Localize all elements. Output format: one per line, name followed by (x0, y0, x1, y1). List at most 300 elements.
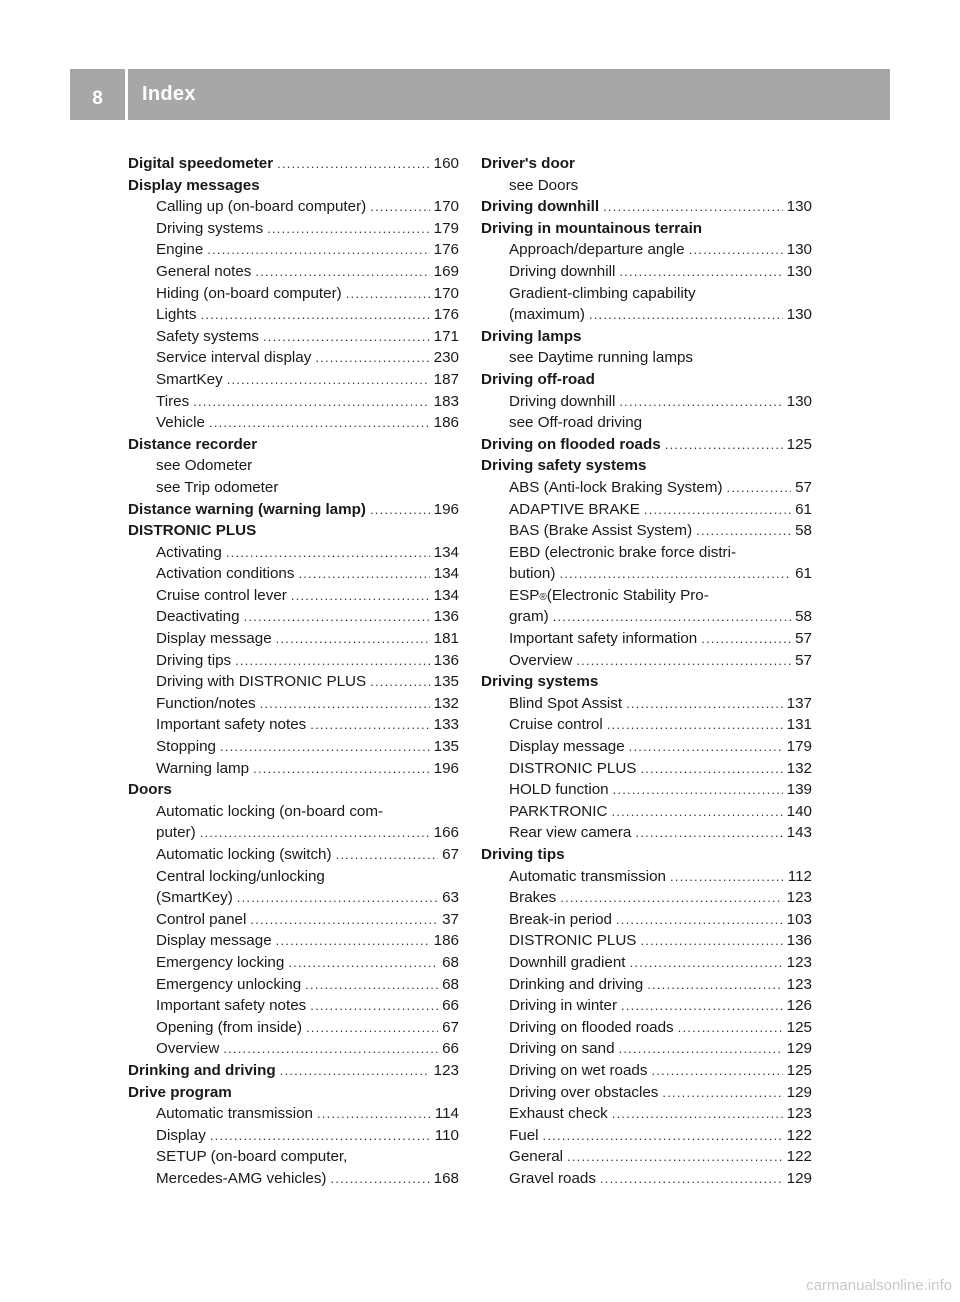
index-subentry (481, 758, 812, 780)
dot-leader (630, 952, 783, 974)
index-subentry (128, 542, 459, 564)
page-reference[interactable]: 58 (795, 522, 812, 540)
entry-label: Overview (509, 651, 573, 669)
entry-label: Safety systems (156, 327, 259, 345)
dot-leader (689, 239, 783, 261)
entry-label: Activating (156, 543, 222, 561)
dot-leader (589, 304, 783, 326)
dot-leader (644, 499, 791, 521)
index-column-right (481, 153, 812, 1190)
index-subentry (481, 909, 812, 931)
index-subentry (128, 801, 459, 823)
entry-label: PARKTRONIC (509, 802, 608, 820)
entry-label: EBD (electronic brake force distri- (509, 543, 737, 561)
entry-label: Drinking and driving (128, 1061, 276, 1079)
index-subentry (481, 693, 812, 715)
page-reference[interactable]: 125 (786, 1061, 812, 1079)
entry-label: Important safety notes (156, 716, 307, 734)
entry-label: bution) (509, 565, 556, 583)
index-subentry (128, 1168, 459, 1190)
index-subentry (128, 758, 459, 780)
index-subentry (481, 391, 812, 413)
page-reference[interactable]: 136 (433, 651, 459, 669)
dot-leader (553, 606, 791, 628)
dot-leader (567, 1146, 783, 1168)
index-subentry (481, 477, 812, 499)
entry-label: Driving off-road (481, 370, 595, 388)
dot-leader (616, 909, 783, 931)
entry-label: Display message (509, 738, 625, 756)
entry-label: Tires (156, 392, 190, 410)
entry-label: SETUP (on-board computer, (156, 1148, 348, 1166)
dot-leader (576, 650, 791, 672)
index-subentry (128, 196, 459, 218)
index-subentry (481, 1146, 812, 1168)
page-reference[interactable]: 67 (442, 1018, 459, 1036)
dot-leader (619, 261, 782, 283)
page-reference[interactable]: 125 (786, 435, 812, 453)
entry-label: Downhill gradient (509, 953, 626, 971)
index-subentry (481, 779, 812, 801)
index-subentry (481, 930, 812, 952)
dot-leader (317, 1103, 431, 1125)
dot-leader (346, 283, 430, 305)
entry-label: Warning lamp (156, 759, 250, 777)
page-reference[interactable]: 112 (787, 867, 812, 885)
dot-leader (336, 844, 439, 866)
page-reference[interactable]: 230 (433, 349, 459, 367)
dot-leader (611, 801, 782, 823)
page-reference[interactable]: 170 (433, 198, 459, 216)
index-heading (128, 434, 459, 456)
page-reference[interactable]: 166 (433, 824, 459, 842)
entry-label: Driving on wet roads (509, 1061, 648, 1079)
index-subentry (481, 1017, 812, 1039)
index-subentry (128, 1146, 459, 1168)
index-subentry (481, 736, 812, 758)
page-reference[interactable]: 61 (795, 500, 812, 518)
entry-label: HOLD function (509, 781, 609, 799)
entry-label: Drive program (128, 1083, 232, 1101)
entry-label: ESP (509, 586, 540, 604)
index-subentry (128, 1103, 459, 1125)
index-subentry (128, 326, 459, 348)
index-heading (128, 175, 459, 197)
dot-leader (310, 995, 438, 1017)
page-reference[interactable]: 171 (433, 327, 459, 345)
index-heading (481, 455, 812, 477)
page-reference[interactable]: 130 (786, 306, 812, 324)
entry-label: Approach/departure angle (509, 241, 685, 259)
page-reference[interactable]: 57 (795, 630, 812, 648)
index-subentry (128, 218, 459, 240)
page-reference[interactable]: 130 (786, 241, 812, 259)
dot-leader (621, 995, 783, 1017)
entry-label: General notes (156, 262, 252, 280)
entry-label: Digital speedometer (128, 155, 274, 172)
page-reference[interactable]: 103 (786, 910, 812, 928)
dot-leader (310, 714, 429, 736)
entry-label: BAS (Brake Assist System) (509, 522, 693, 540)
page-reference[interactable]: 130 (786, 392, 812, 410)
page-reference[interactable]: 130 (786, 262, 812, 280)
index-subentry (481, 542, 812, 564)
entry-label: puter) (156, 824, 196, 842)
page-reference[interactable]: 176 (433, 306, 459, 324)
dot-leader (560, 887, 782, 909)
entry-label: Drinking and driving (509, 975, 644, 993)
entry-label: (maximum) (509, 306, 585, 324)
page-reference[interactable]: 186 (433, 932, 459, 950)
page-reference[interactable]: 129 (786, 1169, 812, 1187)
index-column-left (128, 153, 459, 1190)
entry-label: Driving lamps (481, 327, 582, 345)
page-reference[interactable]: 170 (433, 284, 459, 302)
page-reference[interactable]: 66 (442, 997, 459, 1015)
entry-label: Rear view camera (509, 824, 632, 842)
page-reference[interactable]: 122 (786, 1148, 812, 1166)
index-heading (481, 196, 812, 218)
entry-label: Display message (156, 630, 272, 648)
entry-label: Display messages (128, 176, 260, 194)
page-reference[interactable]: 58 (795, 608, 812, 626)
index-subentry (128, 412, 459, 434)
page-reference[interactable]: 196 (433, 500, 459, 518)
page-reference[interactable]: 131 (786, 716, 812, 734)
entry-label: Brakes (509, 889, 557, 907)
page-reference[interactable]: 123 (433, 1061, 459, 1079)
page-reference[interactable]: 57 (795, 651, 812, 669)
dot-leader (727, 477, 792, 499)
dot-leader (613, 779, 783, 801)
entry-label: Hiding (on-board computer) (156, 284, 342, 302)
index-heading (481, 326, 812, 348)
page-reference[interactable]: 134 (433, 586, 459, 604)
dot-leader (280, 1060, 430, 1082)
index-subentry (128, 304, 459, 326)
entry-label: Driving in winter (509, 997, 618, 1015)
dot-leader (298, 563, 429, 585)
index-heading (128, 1082, 459, 1104)
dot-leader (193, 391, 429, 413)
entry-label: Important safety notes (156, 997, 307, 1015)
entry-label: Deactivating (156, 608, 240, 626)
entry-label: DISTRONIC PLUS (509, 932, 637, 950)
entry-label: Exhaust check (509, 1105, 608, 1123)
index-subentry (481, 628, 812, 650)
index-subentry (128, 261, 459, 283)
page-reference[interactable]: 179 (433, 219, 459, 237)
dot-leader (665, 434, 783, 456)
page-reference[interactable]: 181 (433, 630, 459, 648)
page-reference[interactable]: 134 (433, 543, 459, 561)
index-subentry (481, 1168, 812, 1190)
page-reference[interactable]: 123 (786, 975, 812, 993)
dot-leader (255, 261, 429, 283)
index-heading (481, 434, 812, 456)
page-reference[interactable]: 140 (786, 802, 812, 820)
entry-label: Driving safety systems (481, 457, 647, 475)
index-subentry (128, 887, 459, 909)
index-subentry (128, 693, 459, 715)
index-subentry (481, 1125, 812, 1147)
page-reference[interactable]: 110 (434, 1126, 459, 1144)
page-reference[interactable]: 129 (786, 1040, 812, 1058)
dot-leader (696, 520, 791, 542)
index-subentry (128, 585, 459, 607)
index-subentry (481, 714, 812, 736)
page-reference[interactable]: 179 (786, 738, 812, 756)
page-reference[interactable]: 135 (433, 673, 459, 691)
page-reference[interactable]: 134 (433, 565, 459, 583)
entry-label: Emergency locking (156, 953, 285, 971)
index-subentry (128, 1038, 459, 1060)
page-reference[interactable]: 123 (786, 889, 812, 907)
entry-label: (SmartKey) (156, 889, 233, 907)
index-subentry (481, 1060, 812, 1082)
index-subentry (128, 347, 459, 369)
page-reference[interactable]: 137 (786, 694, 812, 712)
dot-leader (635, 822, 782, 844)
entry-label: Automatic transmission (509, 867, 666, 885)
entry-label: General (509, 1148, 564, 1166)
dot-leader (678, 1017, 783, 1039)
entry-label: Calling up (on-board computer) (156, 198, 367, 216)
entry-label: Driving systems (481, 673, 599, 691)
dot-leader (370, 196, 429, 218)
page-reference[interactable]: 126 (786, 997, 812, 1015)
index-subentry (128, 628, 459, 650)
dot-leader (600, 1168, 783, 1190)
index-subentry (128, 995, 459, 1017)
index-subentry (128, 391, 459, 413)
dot-leader (670, 866, 784, 888)
index-subentry (481, 866, 812, 888)
page-reference[interactable]: 139 (786, 781, 812, 799)
page-reference[interactable]: 183 (433, 392, 459, 410)
page-reference[interactable]: 125 (786, 1018, 812, 1036)
entry-label: Driving over obstacles (509, 1083, 659, 1101)
entry-label: Overview (156, 1040, 220, 1058)
entry-label: Distance warning (warning lamp) (128, 500, 366, 518)
watermark: carmanualsonline.info (806, 1277, 952, 1294)
index-heading (481, 369, 812, 391)
entry-label: Display (156, 1126, 206, 1144)
dot-leader (237, 887, 438, 909)
dot-leader (612, 1103, 783, 1125)
entry-label: Automatic locking (switch) (156, 846, 332, 863)
dot-leader (629, 736, 783, 758)
entry-label: ADAPTIVE BRAKE (509, 500, 640, 518)
dot-leader (277, 153, 429, 175)
entry-label: see Off-road driving (509, 414, 643, 432)
entry-label: Function/notes (156, 694, 256, 712)
entry-label: ABS (Anti-lock Braking System) (509, 478, 723, 496)
entry-label: Cruise control (509, 716, 603, 734)
entry-label: Vehicle (156, 414, 205, 432)
index-subentry (481, 1103, 812, 1125)
page-reference[interactable]: 132 (433, 694, 459, 712)
entry-label: Driver's door (481, 155, 575, 172)
index-subentry (128, 283, 459, 305)
index-subentry (128, 606, 459, 628)
entry-label: Driving systems (156, 219, 264, 237)
page-reference[interactable]: 132 (786, 759, 812, 777)
index-subentry (481, 995, 812, 1017)
entry-label: Fuel (509, 1126, 539, 1144)
dot-leader (220, 736, 430, 758)
page-reference[interactable]: 160 (433, 155, 459, 172)
page-reference[interactable]: 196 (433, 759, 459, 777)
index-subentry (128, 563, 459, 585)
entry-label: DISTRONIC PLUS (128, 522, 257, 540)
dot-leader (201, 304, 430, 326)
index-subentry (481, 952, 812, 974)
page-reference[interactable]: 37 (442, 910, 459, 928)
entry-label: Driving with DISTRONIC PLUS (156, 673, 367, 691)
dot-leader (291, 585, 430, 607)
index-subentry (481, 347, 812, 369)
dot-leader (209, 412, 430, 434)
dot-leader (701, 628, 791, 650)
index-subentry (128, 822, 459, 844)
entry-label: Gradient-climbing capability (509, 284, 696, 302)
page-reference[interactable]: 61 (795, 565, 812, 583)
entry-label: Break-in period (509, 910, 612, 928)
page-reference[interactable]: 143 (786, 824, 812, 842)
entry-label: Control panel (156, 910, 247, 928)
page-reference[interactable]: 67 (442, 846, 459, 863)
index-heading (481, 218, 812, 240)
index-subentry (481, 175, 812, 197)
entry-label: Driving downhill (509, 392, 616, 410)
page-reference[interactable]: 130 (786, 198, 812, 216)
entry-label: Emergency unlocking (156, 975, 302, 993)
index-subentry (128, 974, 459, 996)
index-subentry (481, 887, 812, 909)
page-reference[interactable]: 123 (786, 1105, 812, 1123)
entry-label: Automatic transmission (156, 1105, 313, 1123)
dot-leader (276, 930, 430, 952)
dot-leader (253, 758, 430, 780)
index-subentry (481, 261, 812, 283)
page-reference[interactable]: 133 (433, 716, 459, 734)
index-subentry (128, 909, 459, 931)
page-reference[interactable]: 187 (433, 370, 459, 388)
dot-leader (330, 1168, 429, 1190)
page-reference[interactable]: 122 (786, 1126, 812, 1144)
dot-leader (306, 1017, 438, 1039)
index-subentry (128, 477, 459, 499)
entry-label: Driving on flooded roads (509, 1018, 674, 1036)
entry-label: DISTRONIC PLUS (509, 759, 637, 777)
entry-label: Driving tips (481, 846, 565, 863)
index-subentry (481, 283, 812, 305)
index-subentry: ESP ® (Electronic Stability Pro- (481, 585, 812, 607)
page-number: 8 (92, 88, 103, 109)
entry-label: see Daytime running lamps (509, 349, 694, 367)
dot-leader (200, 822, 430, 844)
dot-leader (640, 758, 782, 780)
dot-leader (210, 1125, 431, 1147)
page-reference[interactable]: 68 (442, 975, 459, 993)
page-reference[interactable]: 63 (442, 889, 459, 907)
dot-leader (607, 714, 783, 736)
entry-label: Cruise control lever (156, 586, 287, 604)
index-heading (128, 153, 459, 175)
entry-label: Doors (128, 781, 172, 799)
entry-label: Engine (156, 241, 204, 259)
dot-leader (651, 1060, 782, 1082)
entry-label: Driving on flooded roads (481, 435, 661, 453)
dot-leader (370, 499, 430, 521)
dot-leader (619, 391, 782, 413)
dot-leader (260, 693, 430, 715)
dot-leader (223, 1038, 438, 1060)
index-subentry (481, 412, 812, 434)
dot-leader (207, 239, 429, 261)
page-reference[interactable]: 135 (433, 738, 459, 756)
dot-leader (305, 974, 438, 996)
index-heading (481, 671, 812, 693)
page-reference[interactable]: 186 (433, 414, 459, 432)
entry-label: see Odometer (156, 457, 253, 475)
page-reference[interactable]: 176 (433, 241, 459, 259)
index-subentry (128, 866, 459, 888)
page-reference[interactable]: 168 (433, 1169, 459, 1187)
index-subentry (128, 369, 459, 391)
entry-label: Important safety information (509, 630, 698, 648)
entry-label: SmartKey (156, 370, 223, 388)
dot-leader (276, 628, 430, 650)
page-reference[interactable]: 57 (795, 478, 812, 496)
dot-leader (640, 930, 782, 952)
page-reference[interactable]: 136 (786, 932, 812, 950)
entry-label: Lights (156, 306, 197, 324)
dot-leader (263, 326, 430, 348)
entry-label: Driving in mountainous terrain (481, 219, 703, 237)
page-reference[interactable]: 169 (433, 262, 459, 280)
page-reference[interactable]: 123 (786, 953, 812, 971)
entry-label: Service interval display (156, 349, 312, 367)
dot-leader (626, 693, 783, 715)
dot-leader (227, 369, 430, 391)
entry-label: Driving tips (156, 651, 232, 669)
entry-label: Mercedes-AMG vehicles) (156, 1169, 327, 1187)
page-title: Index (142, 83, 196, 105)
index-heading (128, 779, 459, 801)
index-heading (128, 499, 459, 521)
dot-leader (235, 650, 430, 672)
entry-label: Distance recorder (128, 435, 258, 453)
page-reference[interactable]: 68 (442, 953, 459, 971)
page-reference[interactable]: 136 (433, 608, 459, 626)
dot-leader (244, 606, 430, 628)
index-subentry (481, 1038, 812, 1060)
dot-leader (647, 974, 782, 996)
index-heading (481, 153, 812, 175)
header-divider (125, 69, 128, 120)
index-heading (481, 844, 812, 866)
page-reference[interactable]: 129 (786, 1083, 812, 1101)
index-subentry (481, 499, 812, 521)
page-reference[interactable]: 66 (442, 1040, 459, 1058)
index-subentry (481, 650, 812, 672)
entry-label: Automatic locking (on-board com- (156, 802, 384, 820)
page-reference[interactable]: 114 (434, 1105, 459, 1123)
index-subentry (128, 736, 459, 758)
index-subentry (128, 455, 459, 477)
